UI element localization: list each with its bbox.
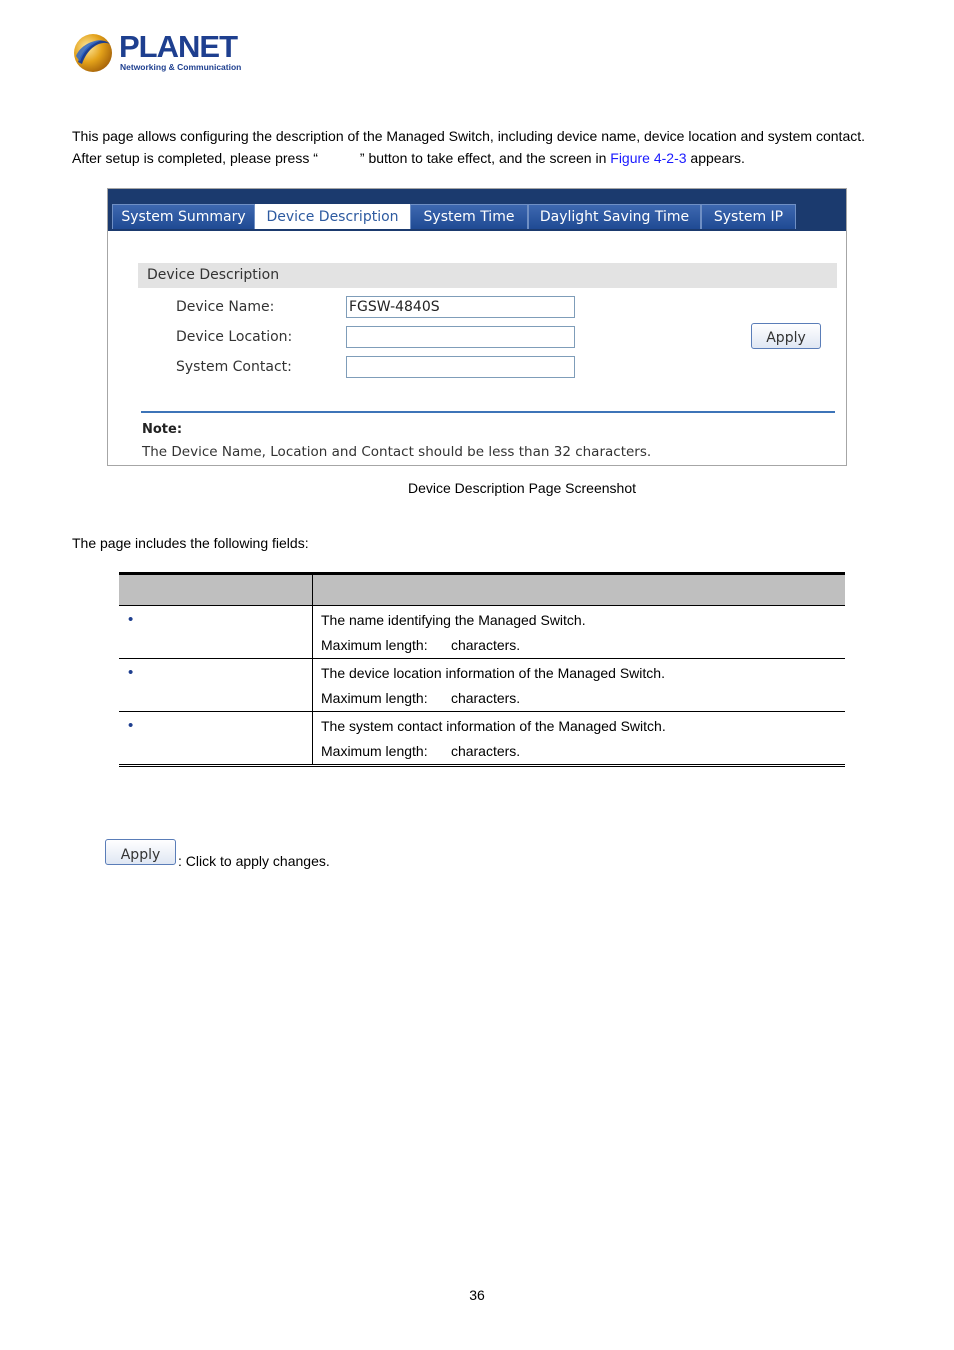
row-description: The system contact information of the Managed Switch.: [321, 718, 666, 734]
tab-system-time[interactable]: System Time: [410, 204, 528, 229]
table-header-description: [313, 574, 846, 606]
device-location-label: Device Location:: [176, 329, 293, 345]
row-max-length: [321, 686, 845, 711]
figure-link[interactable]: Figure 4-2-3: [610, 150, 687, 166]
max-length-gap: [428, 743, 451, 759]
planet-logo: [72, 30, 242, 76]
max-length-unit: characters.: [450, 743, 521, 759]
table-row: [119, 659, 845, 712]
apply-button[interactable]: Apply: [751, 323, 821, 349]
row-description: The device location information of the Managed Switch.: [321, 665, 665, 681]
table-cell-description: [313, 659, 846, 712]
section-header: [138, 263, 837, 288]
table-header-row: [119, 574, 845, 606]
bullet-icon: •: [128, 611, 134, 628]
intro-line-2-middle: ” button to take effect, and the screen in: [359, 150, 611, 166]
table-row: [119, 712, 845, 766]
page-number: 36: [469, 1287, 485, 1303]
table-header-object: [119, 574, 313, 606]
tab-system-ip[interactable]: System IP: [701, 204, 796, 229]
table-cell-object: [119, 712, 313, 766]
device-location-input[interactable]: [346, 326, 575, 348]
note-divider: [141, 411, 835, 413]
max-length-gap: [428, 690, 451, 706]
apply-description: : Click to apply changes.: [178, 853, 330, 869]
bullet-icon: •: [128, 664, 134, 681]
table-cell-description: [313, 712, 846, 766]
globe-icon: [72, 32, 114, 74]
note-text: The Device Name, Location and Contact should be less than 32 characters.: [142, 444, 652, 460]
note-title: Note:: [142, 422, 183, 437]
max-length-label: Maximum length:: [321, 690, 428, 706]
bullet-icon: •: [128, 717, 134, 734]
apply-button-sample[interactable]: Apply: [105, 839, 176, 865]
table-cell-description: [313, 606, 846, 659]
row-max-length: [321, 633, 845, 658]
max-length-label: Maximum length:: [321, 743, 428, 759]
fields-intro: The page includes the following fields:: [72, 535, 309, 551]
section-title: Device Description: [147, 267, 280, 283]
intro-line-2-after: appears.: [686, 150, 745, 166]
table-cell-object: [119, 606, 313, 659]
intro-line-2: [72, 147, 745, 169]
intro-line-1: This page allows configuring the description of the Managed Switch, including device name, device location and system contact.: [72, 128, 866, 144]
tab-bar: [108, 189, 846, 231]
table-row: [119, 606, 845, 659]
intro-line-2-before: After setup is completed, please press “: [72, 150, 318, 166]
logo-tagline: Networking & Communication: [120, 62, 242, 72]
max-length-label: Maximum length:: [321, 637, 428, 653]
row-max-length: [321, 739, 845, 764]
max-length-unit: characters.: [450, 690, 521, 706]
tab-daylight-saving-time[interactable]: Daylight Saving Time: [528, 204, 701, 229]
row-description: The name identifying the Managed Switch.: [321, 612, 586, 628]
system-contact-label: System Contact:: [176, 359, 292, 375]
device-name-label: Device Name:: [176, 299, 275, 315]
device-name-input[interactable]: [346, 296, 575, 318]
system-contact-input[interactable]: [346, 356, 575, 378]
tab-system-summary[interactable]: System Summary: [112, 204, 255, 229]
fields-table: [119, 572, 845, 767]
figure-caption: Device Description Page Screenshot: [407, 480, 636, 496]
device-description-screenshot: [107, 188, 847, 466]
max-length-gap: [428, 637, 451, 653]
table-cell-object: [119, 659, 313, 712]
tab-device-description[interactable]: Device Description: [255, 204, 410, 229]
logo-wordmark: PLANET: [119, 29, 237, 64]
max-length-unit: characters.: [450, 637, 521, 653]
